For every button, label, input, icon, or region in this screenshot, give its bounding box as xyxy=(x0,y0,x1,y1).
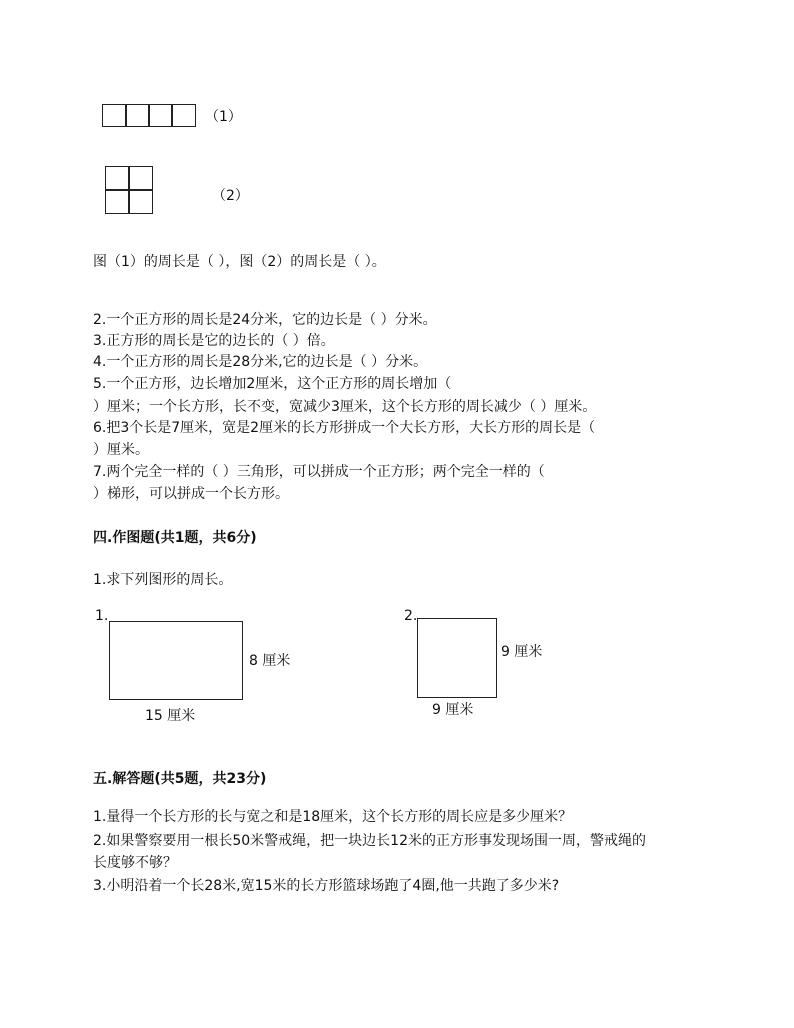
rectangle-height-label: 8 厘米 xyxy=(249,653,291,669)
question-perimeter-figures: 图（1）的周长是（ ），图（2）的周长是（ ）。 xyxy=(93,254,386,270)
question-7-line-2: ）梯形，可以拼成一个长方形。 xyxy=(93,486,289,502)
question-6-line-2: ）厘米。 xyxy=(93,442,149,458)
diagram-1-number: 1. xyxy=(95,608,109,624)
rectangle-diagram xyxy=(109,621,243,700)
figure-2-label: （2） xyxy=(212,188,249,204)
square-diagram xyxy=(417,618,497,698)
square-side-label-right: 9 厘米 xyxy=(501,644,543,660)
question-4: 4.一个正方形的周长是28分米,它的边长是（ ）分米。 xyxy=(93,354,428,370)
square-side-label-bottom: 9 厘米 xyxy=(432,702,474,718)
figure-1-label: （1） xyxy=(205,109,242,125)
section-5-question-3: 3.小明沿着一个长28米,宽15米的长方形篮球场跑了4圈,他一共跑了多少米? xyxy=(93,878,560,894)
diagram-2-number: 2. xyxy=(404,608,418,624)
question-5-line-2: ）厘米；一个长方形，长不变，宽减少3厘米，这个长方形的周长减少（ ）厘米。 xyxy=(93,399,597,415)
rectangle-width-label: 15 厘米 xyxy=(145,708,196,724)
question-7-line-1: 7.两个完全一样的（ ）三角形，可以拼成一个正方形；两个完全一样的（ xyxy=(93,464,545,480)
question-5-line-1: 5.一个正方形，边长增加2厘米，这个正方形的周长增加（ xyxy=(93,376,452,392)
question-2: 2.一个正方形的周长是24分米，它的边长是（ ）分米。 xyxy=(93,312,437,328)
question-6-line-1: 6.把3个长是7厘米，宽是2厘米的长方形拼成一个大长方形，大长方形的周长是（ xyxy=(93,420,596,436)
question-3: 3.正方形的周长是它的边长的（ ）倍。 xyxy=(93,333,335,349)
section-4-question-1: 1.求下列图形的周长。 xyxy=(93,572,233,588)
section-5-question-1: 1.量得一个长方形的长与宽之和是18厘米，这个长方形的周长应是多少厘米？ xyxy=(93,809,573,825)
section-4-heading: 四.作图题(共1题，共6分) xyxy=(93,530,257,546)
section-5-question-2-line-2: 长度够不够？ xyxy=(93,855,177,871)
section-5-heading: 五.解答题(共5题，共23分) xyxy=(93,771,267,787)
section-5-question-2-line-1: 2.如果警察要用一根长50米警戒绳，把一块边长12米的正方形事发现场围一周，警戒绳的 xyxy=(93,833,646,849)
